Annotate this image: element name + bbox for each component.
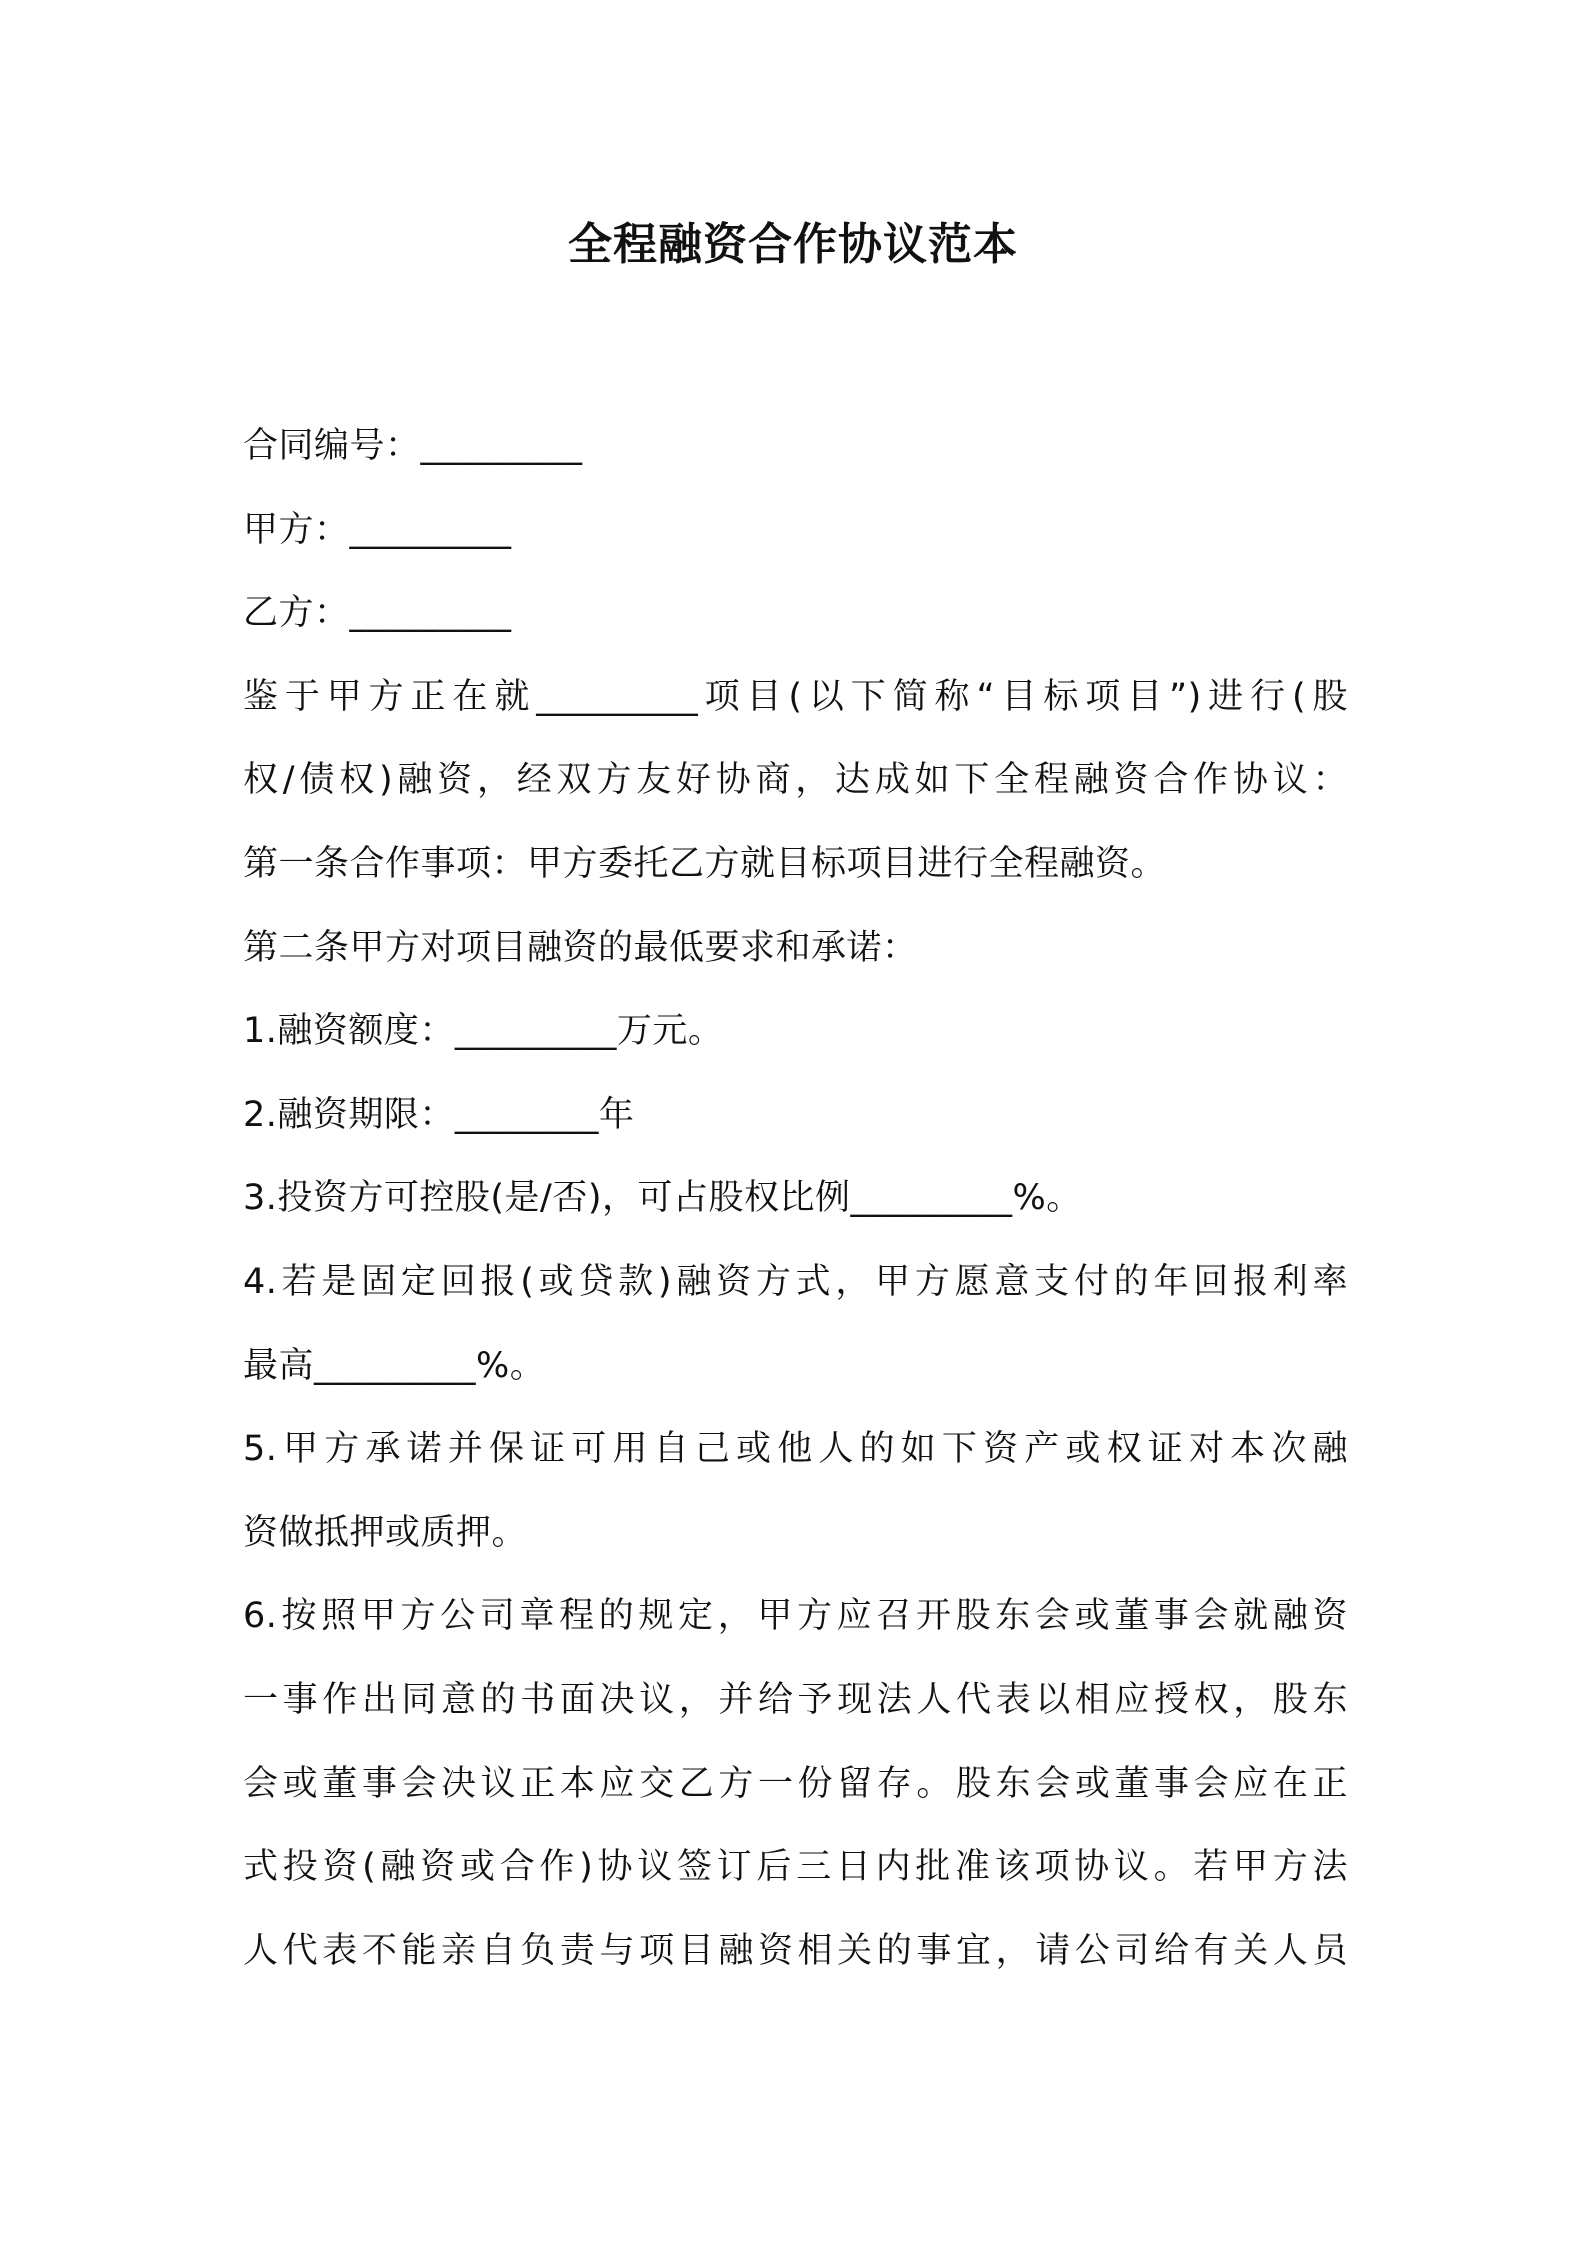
item-2-line: 2.融资期限：________年: [243, 1094, 635, 1135]
party-b-line: 乙方：_________: [243, 593, 512, 634]
contract-number-line: 合同编号：_________: [243, 426, 583, 466]
item-4-line-1: 4.若是固定回报(或贷款)融资方式，甲方愿意支付的年回报利率: [243, 1261, 1348, 1302]
article-2-heading: 第二条甲方对项目融资的最低要求和承诺：: [243, 927, 918, 968]
preamble-line-1: 鉴于甲方正在就_________项目(以下简称“目标项目”)进行(股: [243, 676, 1348, 717]
item-1-line: 1.融资额度：_________万元。: [243, 1011, 724, 1052]
preamble-line-2: 权/债权)融资，经双方友好协商，达成如下全程融资合作协议：: [243, 760, 1348, 801]
item-6-line-3: 会或董事会决议正本应交乙方一份留存。股东会或董事会应在正: [243, 1763, 1348, 1804]
article-1-line: 第一条合作事项：甲方委托乙方就目标项目进行全程融资。: [243, 843, 1167, 884]
item-6-line-1: 6.按照甲方公司章程的规定，甲方应召开股东会或董事会就融资: [243, 1596, 1348, 1637]
item-6-line-4: 式投资(融资或合作)协议签订后三日内批准该项协议。若甲方法: [243, 1847, 1348, 1888]
item-5-line-2: 资做抵押或质押。: [243, 1512, 528, 1553]
item-4-line-2: 最高_________%。: [243, 1345, 546, 1386]
document-body: [243, 405, 1348, 1993]
document-title: 全程融资合作协议范本: [568, 219, 1018, 270]
item-6-line-5: 人代表不能亲自负责与项目融资相关的事宜，请公司给有关人员: [243, 1930, 1348, 1971]
party-a-line: 甲方：_________: [243, 509, 512, 550]
item-5-line-1: 5.甲方承诺并保证可用自己或他人的如下资产或权证对本次融: [243, 1429, 1348, 1470]
item-3-line: 3.投资方可控股(是/否)，可占股权比例_________%。: [243, 1178, 1082, 1219]
item-6-line-2: 一事作出同意的书面决议，并给予现法人代表以相应授权，股东: [243, 1679, 1348, 1720]
